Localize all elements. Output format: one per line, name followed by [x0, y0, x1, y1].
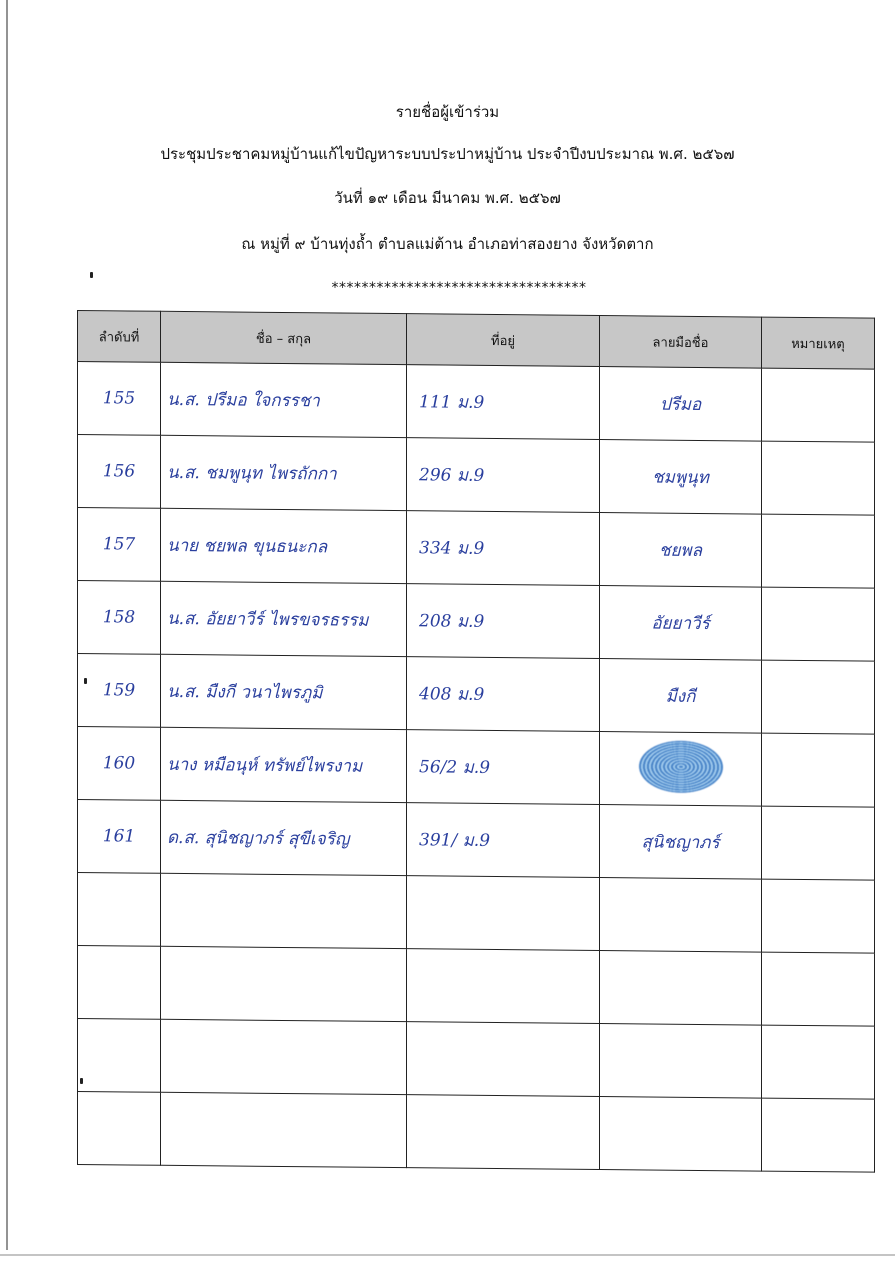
row-signature: ชยพล — [600, 513, 762, 588]
row-note — [762, 660, 875, 734]
row-name — [161, 1019, 407, 1094]
row-number: 158 — [78, 581, 161, 655]
row-note — [762, 1098, 875, 1172]
row-address: 334 ม.9 — [407, 511, 600, 586]
row-name: นาง หมือนุห์ ทรัพย์ไพรงาม — [161, 727, 407, 802]
row-number: 161 — [78, 800, 161, 874]
table-row — [78, 873, 875, 954]
table-row — [78, 581, 875, 662]
table-row — [78, 727, 875, 808]
table-row — [78, 508, 875, 589]
row-name: น.ส. ชมพูนุท ไพรถักกา — [161, 435, 407, 510]
row-signature: อัยยาวีร์ — [600, 586, 762, 661]
row-note — [762, 806, 875, 880]
row-note — [762, 952, 875, 1026]
row-signature: ปรีมอ — [600, 367, 762, 442]
document-title: รายชื่อผู้เข้าร่วม — [395, 103, 500, 121]
row-number: 156 — [78, 435, 161, 509]
column-header-signature: ลายมือชื่อ — [600, 316, 762, 369]
table-row — [78, 1092, 875, 1173]
separator-line: ********************************** — [331, 280, 587, 296]
row-number — [78, 1019, 161, 1093]
row-name: ด.ส. สุนิชญาภร์ สุขีเจริญ — [161, 800, 407, 875]
row-note — [762, 514, 875, 588]
row-note — [762, 879, 875, 953]
table-row — [78, 435, 875, 516]
row-address: 56/2 ม.9 — [407, 730, 600, 805]
row-signature — [600, 732, 762, 807]
table-row — [78, 654, 875, 735]
row-number: 157 — [78, 508, 161, 582]
row-signature — [600, 1097, 762, 1172]
row-name: นาย ชยพล ขุนธนะกล — [161, 508, 407, 583]
row-address — [407, 1022, 600, 1097]
row-address: 408 ม.9 — [407, 657, 600, 732]
row-signature: มืงกี — [600, 659, 762, 734]
meeting-subtitle: ประชุมประชาคมหมู่บ้านแก้ไขปัญหาระบบประปาหมู่บ้าน ประจำปีงบประมาณ พ.ศ. ๒๕๖๗ — [160, 145, 735, 163]
row-note — [762, 368, 875, 442]
meeting-location: ณ หมู่ที่ ๙ บ้านทุ่งถ้ำ ตำบลแม่ต้าน อำเภอท่าสองยาง จังหวัดตาก — [241, 235, 654, 253]
row-signature: สุนิชญาภร์ — [600, 805, 762, 880]
row-number — [78, 873, 161, 947]
row-signature: ชมพูนุท — [600, 440, 762, 515]
row-number: 160 — [78, 727, 161, 801]
row-address — [407, 1095, 600, 1170]
row-number: 159 — [78, 654, 161, 728]
meeting-date: วันที่ ๑๙ เดือน มีนาคม พ.ศ. ๒๕๖๗ — [334, 189, 561, 207]
thumbprint-icon — [639, 740, 723, 793]
row-number — [78, 1092, 161, 1166]
row-address — [407, 876, 600, 951]
row-name: น.ส. มืงกี วนาไพรภูมิ — [161, 654, 407, 729]
row-address — [407, 949, 600, 1024]
row-name — [161, 873, 407, 948]
row-signature — [600, 878, 762, 953]
row-note — [762, 733, 875, 807]
table-row — [78, 946, 875, 1027]
column-header-note: หมายเหตุ — [762, 317, 875, 369]
row-name: น.ส. ปรีมอ ใจกรรชา — [161, 362, 407, 437]
table-header-row — [78, 311, 875, 370]
column-header-no: ลำดับที่ — [78, 311, 161, 363]
row-address: 296 ม.9 — [407, 438, 600, 513]
row-name — [161, 1092, 407, 1167]
row-address: 391/ ม.9 — [407, 803, 600, 878]
row-number: 155 — [78, 362, 161, 436]
row-note — [762, 441, 875, 515]
column-header-name: ชื่อ – สกุล — [161, 311, 407, 364]
table-row — [78, 800, 875, 881]
row-signature — [600, 951, 762, 1026]
row-name: น.ส. อัยยาวีร์ ไพรขจรธรรม — [161, 581, 407, 656]
column-header-address: ที่อยู่ — [407, 314, 600, 367]
attendance-table — [77, 310, 875, 1173]
scan-bottom-edge — [0, 1254, 895, 1256]
table-row — [78, 1019, 875, 1100]
table-row — [78, 362, 875, 443]
row-note — [762, 587, 875, 661]
row-note — [762, 1025, 875, 1099]
stray-mark — [90, 272, 93, 278]
attendance-table-wrap — [77, 310, 874, 1198]
row-address: 111 ม.9 — [407, 365, 600, 440]
row-name — [161, 946, 407, 1021]
row-number — [78, 946, 161, 1020]
row-address: 208 ม.9 — [407, 584, 600, 659]
row-signature — [600, 1024, 762, 1099]
